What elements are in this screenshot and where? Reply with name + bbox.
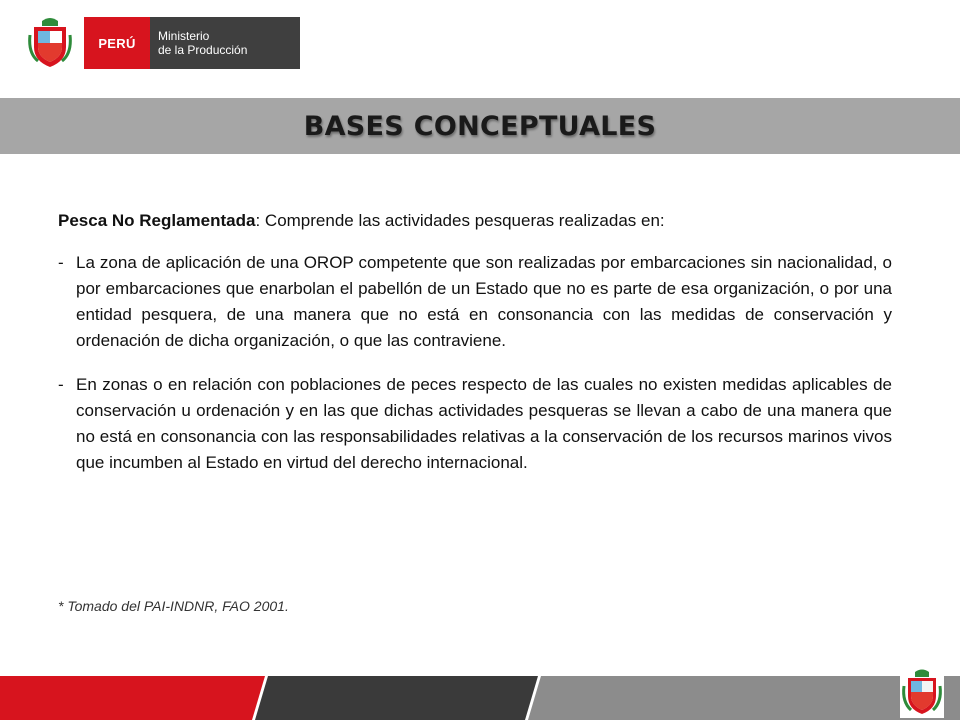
ministry-logo [28,16,300,70]
logo-ministry-line2: de la Producción [158,43,248,57]
coat-of-arms-icon [900,666,944,718]
coat-of-arms-icon [28,17,72,69]
bullet-marker: - [58,375,64,394]
bullet-text: La zona de aplicación de una OROP competente que son realizadas por embarcaciones sin nacionalidad, o por embarcaciones que enarbolan el pabellón de un Estado que no es parte de esa organización, o por una entidad pesquera, de una manera que no está en consonancia con las medidas de conservación y ordenación de dicha organización, o que las contraviene. [76,253,892,350]
logo-ministry-block [150,17,300,69]
footer-bands [0,676,960,720]
logo-country-block [84,17,150,69]
bullet-text: En zonas o en relación con poblaciones de peces respecto de las cuales no existen medidas aplicables de conservación u ordenación y en las que dichas actividades pesqueras se llevan a cabo de una manera que no está en consonancia con las responsabilidades relativas a la conservación de los recursos marinos vivos que incumben al Estado en virtud del derecho internacional. [76,375,892,472]
intro-text: : Comprende las actividades pesqueras realizadas en: [255,211,665,230]
logo-country-text: PERÚ [98,35,136,51]
list-item [58,250,892,354]
intro-term: Pesca No Reglamentada [58,211,256,230]
slide-title [0,98,960,154]
slide-content [58,208,892,494]
footnote: * Tomado del PAI-INDNR, FAO 2001. [58,598,289,614]
intro-paragraph [58,208,892,234]
bullet-marker: - [58,253,64,272]
slide-title-text: BASES CONCEPTUALES [303,110,657,142]
list-item [58,372,892,476]
logo-ministry-line1: Ministerio [158,29,210,43]
